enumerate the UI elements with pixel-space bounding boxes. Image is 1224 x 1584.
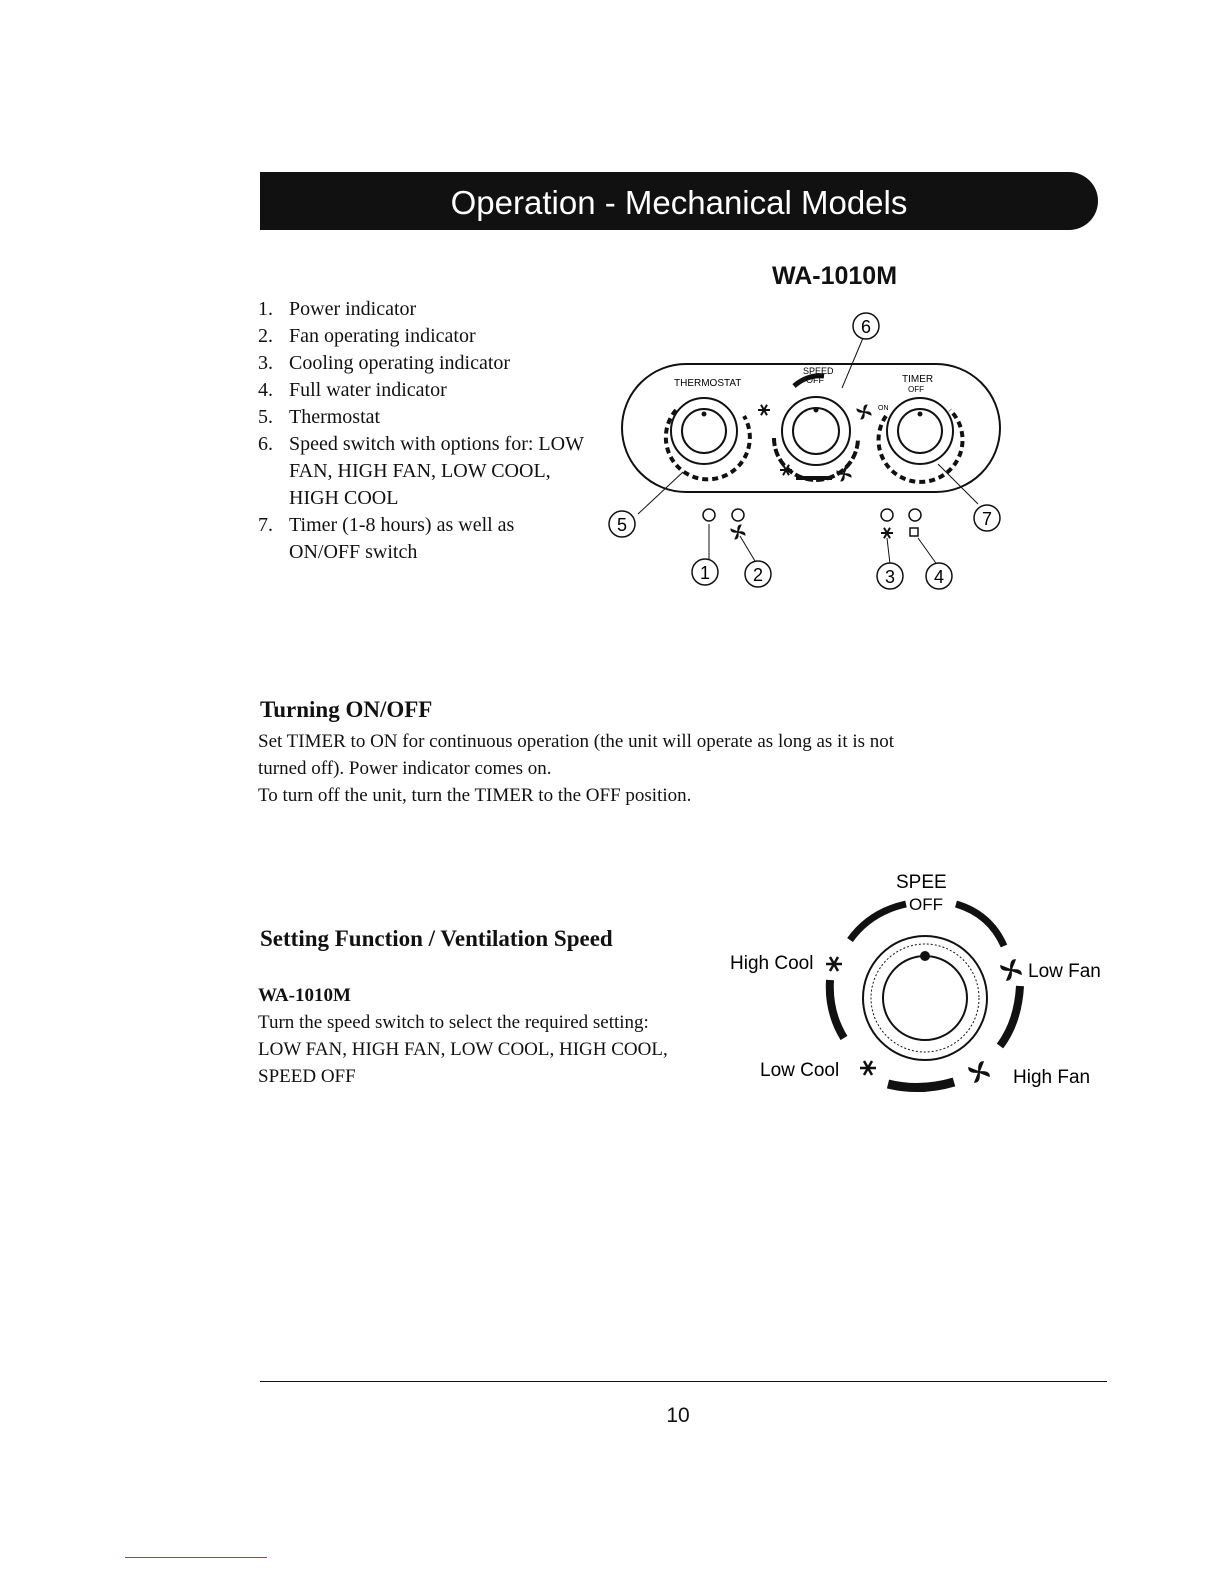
speed-label: SPEED xyxy=(803,366,834,376)
snowflake-icon xyxy=(881,528,893,538)
list-item: 5. Thermostat xyxy=(258,406,381,428)
turning-line-2: turned off). Power indicator comes on. xyxy=(258,758,552,779)
speed-knob xyxy=(758,366,871,481)
timer-off-label: OFF xyxy=(908,385,924,394)
feature-list xyxy=(258,296,588,566)
high-fan-label: High Fan xyxy=(1013,1067,1091,1088)
dial-top-label: SPEE xyxy=(896,872,947,893)
water-drop-icon xyxy=(910,528,918,536)
turning-heading: Turning ON/OFF xyxy=(260,697,433,722)
svg-text:2: 2 xyxy=(752,565,764,585)
setting-heading: Setting Function / Ventilation Speed xyxy=(260,926,613,951)
dial-off-label: OFF xyxy=(909,895,943,914)
page-number: 10 xyxy=(666,1404,690,1427)
fan-icon xyxy=(1001,960,1021,980)
callout-1 xyxy=(692,559,718,585)
setting-line-1: Turn the speed switch to select the required setting: xyxy=(258,1012,649,1033)
setting-model: WA-1010M xyxy=(258,985,351,1006)
callout-3 xyxy=(877,563,903,589)
list-item: 6. Speed switch with options for: LOW FAN, HIGH FAN, LOW COOL, HIGH COOL xyxy=(258,433,584,509)
callout-5 xyxy=(609,511,635,537)
callout-7 xyxy=(974,505,1000,531)
svg-text:6: 6 xyxy=(860,317,872,337)
snowflake-icon xyxy=(758,405,770,415)
control-panel-diagram xyxy=(598,306,1018,596)
turning-line-1: Set TIMER to ON for continuous operation (the unit will operate as long as it is not xyxy=(258,731,895,752)
list-item: 4. Full water indicator xyxy=(258,379,447,401)
high-cool-label: High Cool xyxy=(730,953,814,974)
svg-text:3: 3 xyxy=(884,567,896,587)
list-item: 7. Timer (1-8 hours) as well as ON/OFF switch xyxy=(258,514,515,563)
fan-icon xyxy=(837,467,851,481)
stray-line xyxy=(125,1557,267,1558)
fan-icon xyxy=(969,1062,989,1082)
thermostat-label: THERMOSTAT xyxy=(674,378,742,389)
fan-icon xyxy=(731,525,745,539)
callout-6 xyxy=(853,313,879,339)
callout-4 xyxy=(926,563,952,589)
power-indicator-icon xyxy=(703,509,715,521)
svg-text:1: 1 xyxy=(699,563,711,583)
fan-icon xyxy=(857,405,871,419)
svg-text:7: 7 xyxy=(981,509,993,529)
setting-line-2: LOW FAN, HIGH FAN, LOW COOL, HIGH COOL, xyxy=(258,1039,668,1060)
low-fan-label: Low Fan xyxy=(1028,961,1101,982)
timer-knob xyxy=(878,374,963,482)
list-item: 2. Fan operating indicator xyxy=(258,325,476,347)
callout-2 xyxy=(745,561,771,587)
svg-text:4: 4 xyxy=(933,567,945,587)
speed-dial-diagram xyxy=(720,862,1120,1102)
low-cool-label: Low Cool xyxy=(760,1060,840,1081)
setting-line-3: SPEED OFF xyxy=(258,1066,356,1087)
section-banner xyxy=(260,172,1098,230)
timer-label: TIMER xyxy=(902,374,934,385)
thermostat-knob xyxy=(666,378,750,479)
speed-off-label: OFF xyxy=(806,375,824,385)
snowflake-icon xyxy=(826,957,842,971)
timer-on-label: ON xyxy=(878,405,889,412)
svg-text:5: 5 xyxy=(616,515,628,535)
snowflake-icon xyxy=(860,1061,876,1075)
model-title: WA-1010M xyxy=(772,262,898,290)
list-item: 1. Power indicator xyxy=(258,298,417,320)
list-item: 3. Cooling operating indicator xyxy=(258,352,511,374)
indicator-lights xyxy=(703,509,921,539)
turning-line-3: To turn off the unit, turn the TIMER to the OFF position. xyxy=(258,785,692,806)
section-title: Operation - Mechanical Models xyxy=(450,184,908,221)
footer-rule xyxy=(260,1381,1107,1382)
